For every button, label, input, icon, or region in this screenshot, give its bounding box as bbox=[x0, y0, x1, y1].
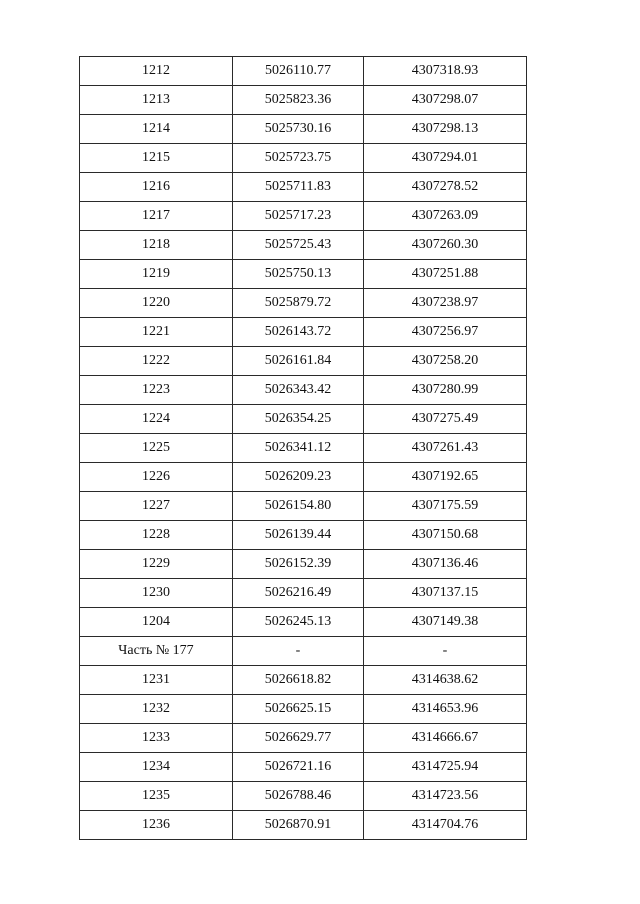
table-row bbox=[80, 521, 527, 550]
table-row bbox=[80, 579, 527, 608]
point-number-cell: 1218 bbox=[80, 231, 233, 260]
point-number-cell: 1217 bbox=[80, 202, 233, 231]
x-coordinate-cell: 5025879.72 bbox=[233, 289, 364, 318]
point-number-cell: 1223 bbox=[80, 376, 233, 405]
x-coordinate-cell: 5026354.25 bbox=[233, 405, 364, 434]
y-coordinate-cell: 4314723.56 bbox=[364, 782, 527, 811]
point-number-cell: 1236 bbox=[80, 811, 233, 840]
point-number-cell: 1212 bbox=[80, 57, 233, 86]
point-number-cell: 1228 bbox=[80, 521, 233, 550]
y-coordinate-cell: 4307192.65 bbox=[364, 463, 527, 492]
table-row bbox=[80, 144, 527, 173]
point-number-cell: 1226 bbox=[80, 463, 233, 492]
y-coordinate-cell: 4314653.96 bbox=[364, 695, 527, 724]
x-coordinate-cell: 5026618.82 bbox=[233, 666, 364, 695]
y-coordinate-cell: 4307278.52 bbox=[364, 173, 527, 202]
x-coordinate-cell: 5025750.13 bbox=[233, 260, 364, 289]
table-row bbox=[80, 434, 527, 463]
x-coordinate-cell: 5026870.91 bbox=[233, 811, 364, 840]
point-number-cell: 1222 bbox=[80, 347, 233, 376]
y-coordinate-cell: 4307256.97 bbox=[364, 318, 527, 347]
table-row bbox=[80, 376, 527, 405]
table-row bbox=[80, 231, 527, 260]
y-coordinate-cell: 4307318.93 bbox=[364, 57, 527, 86]
table-row bbox=[80, 57, 527, 86]
y-coordinate-cell: 4307298.07 bbox=[364, 86, 527, 115]
table-row bbox=[80, 637, 527, 666]
x-coordinate-cell: 5026629.77 bbox=[233, 724, 364, 753]
y-coordinate-cell: 4307136.46 bbox=[364, 550, 527, 579]
point-number-cell: 1234 bbox=[80, 753, 233, 782]
x-coordinate-cell: 5026245.13 bbox=[233, 608, 364, 637]
y-coordinate-cell: 4307150.68 bbox=[364, 521, 527, 550]
x-coordinate-cell: 5026161.84 bbox=[233, 347, 364, 376]
x-coordinate-cell: 5025717.23 bbox=[233, 202, 364, 231]
y-coordinate-cell: 4307298.13 bbox=[364, 115, 527, 144]
point-number-cell: 1219 bbox=[80, 260, 233, 289]
coordinates-table bbox=[79, 56, 527, 840]
y-coordinate-cell: 4307260.30 bbox=[364, 231, 527, 260]
point-number-cell: 1214 bbox=[80, 115, 233, 144]
x-coordinate-cell: 5026341.12 bbox=[233, 434, 364, 463]
point-number-cell: 1229 bbox=[80, 550, 233, 579]
y-coordinate-cell: 4314704.76 bbox=[364, 811, 527, 840]
x-coordinate-cell: 5026152.39 bbox=[233, 550, 364, 579]
y-coordinate-cell: 4307238.97 bbox=[364, 289, 527, 318]
table-row bbox=[80, 666, 527, 695]
table-row bbox=[80, 724, 527, 753]
y-coordinate-cell: 4307275.49 bbox=[364, 405, 527, 434]
point-number-cell: 1225 bbox=[80, 434, 233, 463]
y-coordinate-cell: 4307294.01 bbox=[364, 144, 527, 173]
x-coordinate-cell: 5026721.16 bbox=[233, 753, 364, 782]
y-coordinate-cell: 4307149.38 bbox=[364, 608, 527, 637]
coordinates-table-body bbox=[80, 57, 527, 840]
table-row bbox=[80, 86, 527, 115]
x-coordinate-cell: 5025730.16 bbox=[233, 115, 364, 144]
x-coordinate-cell: 5026139.44 bbox=[233, 521, 364, 550]
point-number-cell: 1230 bbox=[80, 579, 233, 608]
y-coordinate-cell: 4314725.94 bbox=[364, 753, 527, 782]
x-coordinate-cell: 5025823.36 bbox=[233, 86, 364, 115]
point-number-cell: 1227 bbox=[80, 492, 233, 521]
y-coordinate-cell: 4307175.59 bbox=[364, 492, 527, 521]
y-coordinate-cell: 4314666.67 bbox=[364, 724, 527, 753]
table-row bbox=[80, 782, 527, 811]
table-row bbox=[80, 695, 527, 724]
point-number-cell: 1235 bbox=[80, 782, 233, 811]
point-number-cell: 1204 bbox=[80, 608, 233, 637]
point-number-cell: 1213 bbox=[80, 86, 233, 115]
table-row bbox=[80, 202, 527, 231]
y-coordinate-cell: 4307261.43 bbox=[364, 434, 527, 463]
y-coordinate-cell: 4307258.20 bbox=[364, 347, 527, 376]
x-coordinate-cell: 5026216.49 bbox=[233, 579, 364, 608]
x-coordinate-cell: - bbox=[233, 637, 364, 666]
y-coordinate-cell: 4307263.09 bbox=[364, 202, 527, 231]
point-number-cell: 1224 bbox=[80, 405, 233, 434]
table-row bbox=[80, 260, 527, 289]
y-coordinate-cell: 4307137.15 bbox=[364, 579, 527, 608]
table-row bbox=[80, 405, 527, 434]
y-coordinate-cell: 4307280.99 bbox=[364, 376, 527, 405]
point-number-cell: 1221 bbox=[80, 318, 233, 347]
point-number-cell: 1215 bbox=[80, 144, 233, 173]
x-coordinate-cell: 5026110.77 bbox=[233, 57, 364, 86]
x-coordinate-cell: 5025725.43 bbox=[233, 231, 364, 260]
table-row bbox=[80, 463, 527, 492]
table-row bbox=[80, 492, 527, 521]
x-coordinate-cell: 5025723.75 bbox=[233, 144, 364, 173]
point-number-cell: 1232 bbox=[80, 695, 233, 724]
table-row bbox=[80, 753, 527, 782]
y-coordinate-cell: 4314638.62 bbox=[364, 666, 527, 695]
x-coordinate-cell: 5025711.83 bbox=[233, 173, 364, 202]
point-number-cell: 1216 bbox=[80, 173, 233, 202]
table-row bbox=[80, 550, 527, 579]
x-coordinate-cell: 5026209.23 bbox=[233, 463, 364, 492]
x-coordinate-cell: 5026625.15 bbox=[233, 695, 364, 724]
y-coordinate-cell: 4307251.88 bbox=[364, 260, 527, 289]
x-coordinate-cell: 5026788.46 bbox=[233, 782, 364, 811]
table-row bbox=[80, 115, 527, 144]
point-number-cell: 1220 bbox=[80, 289, 233, 318]
y-coordinate-cell: - bbox=[364, 637, 527, 666]
point-number-cell: 1233 bbox=[80, 724, 233, 753]
point-number-cell: 1231 bbox=[80, 666, 233, 695]
table-row bbox=[80, 289, 527, 318]
table-row bbox=[80, 173, 527, 202]
x-coordinate-cell: 5026154.80 bbox=[233, 492, 364, 521]
table-row bbox=[80, 608, 527, 637]
table-row bbox=[80, 347, 527, 376]
table-row bbox=[80, 318, 527, 347]
x-coordinate-cell: 5026343.42 bbox=[233, 376, 364, 405]
table-row bbox=[80, 811, 527, 840]
x-coordinate-cell: 5026143.72 bbox=[233, 318, 364, 347]
point-number-cell: Часть № 177 bbox=[80, 637, 233, 666]
